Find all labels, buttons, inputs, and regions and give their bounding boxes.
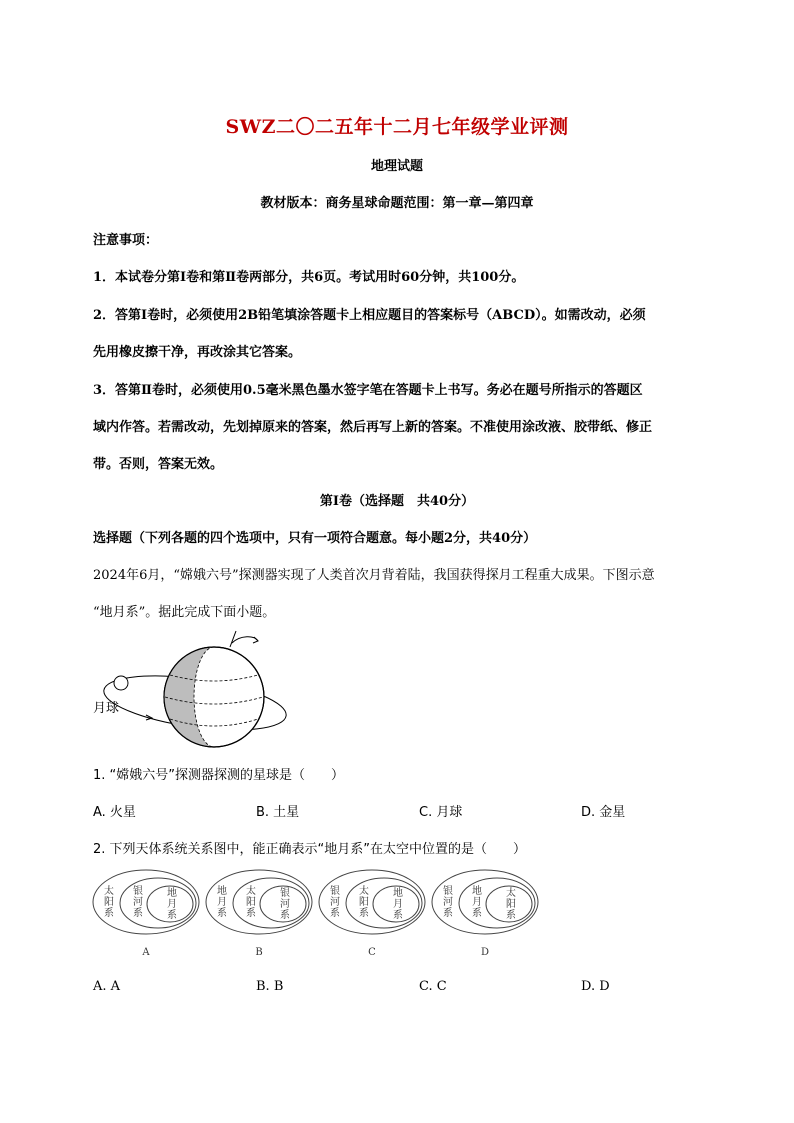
outer-label: 银河系 [443, 886, 453, 919]
earth-axis [230, 631, 236, 647]
q1-option-d[interactable]: D. 金星 [581, 805, 626, 820]
inner-label: 银河系 [280, 888, 290, 921]
exam-title: SWZ二〇二五年十二月七年级学业评测 [225, 116, 569, 138]
earth-moon-figure [90, 625, 300, 755]
q1-stem: 1. “嫦娥六号”探测器探测的星球是（ ） [93, 768, 345, 783]
middle-label: 太阳系 [359, 886, 369, 919]
q2-option-c[interactable]: C. C [419, 979, 447, 994]
middle-ellipse [120, 878, 196, 928]
outer-label: 太阳系 [104, 886, 114, 919]
outer-label: 银河系 [330, 886, 340, 919]
diagram-b [206, 870, 312, 958]
diagram-caption: D [480, 947, 490, 958]
section-heading: 第Ⅰ卷（选择题 共40分） [319, 494, 475, 509]
celestial-system-diagrams [90, 868, 550, 963]
note-1: 1．本试卷分第Ⅰ卷和第Ⅱ卷两部分，共6页。考试用时60分钟，共100分。 [93, 270, 525, 285]
diagram-a [93, 870, 199, 958]
section-instruction: 选择题（下列各题的四个选项中，只有一项符合题意。每小题2分，共40分） [93, 531, 537, 546]
q1-option-b[interactable]: B. 土星 [256, 805, 300, 820]
note-2b: 先用橡皮擦干净，再改涂其它答案。 [93, 345, 302, 360]
inner-label: 太阳系 [506, 888, 516, 921]
moon-body [114, 676, 128, 690]
middle-label: 太阳系 [246, 886, 256, 919]
diagram-c [319, 870, 425, 958]
notes-heading: 注意事项： [93, 233, 159, 248]
passage-line-2: “地月系”。据此完成下面小题。 [93, 605, 276, 620]
q2-option-d[interactable]: D. D [581, 979, 610, 994]
note-3c: 带。否则，答案无效。 [93, 457, 224, 472]
middle-ellipse [346, 878, 422, 928]
middle-ellipse [459, 878, 535, 928]
diagram-caption: B [255, 947, 263, 958]
diagram-caption: C [368, 947, 376, 958]
inner-label: 地月系 [393, 888, 403, 921]
middle-ellipse [233, 878, 309, 928]
diagram-d [432, 870, 538, 958]
note-3a: 3．答第Ⅱ卷时，必须使用0.5毫米黑色墨水签字笔在答题卡上书写。务必在题号所指示的答题区 [93, 383, 643, 398]
exam-subtitle: 地理试题 [370, 159, 423, 174]
moon-label: 月球 [93, 701, 120, 716]
diagram-caption: A [142, 947, 150, 958]
q2-option-b[interactable]: B. B [256, 979, 284, 994]
inner-label: 地月系 [167, 888, 177, 921]
middle-label: 地月系 [472, 886, 482, 919]
q2-stem: 2. 下列天体系统关系图中，能正确表示“地月系”在太空中位置的是（ ） [93, 842, 527, 857]
q1-option-c[interactable]: C. 月球 [419, 805, 463, 820]
q2-option-a[interactable]: A. A [93, 979, 121, 994]
textbook-scope: 教材版本：商务星球命题范围：第一章—第四章 [260, 196, 534, 211]
q1-option-a[interactable]: A. 火星 [93, 805, 136, 820]
note-2a: 2．答第Ⅰ卷时，必须使用2B铅笔填涂答题卡上相应题目的答案标号（ABCD）。如需改动，必须 [93, 308, 646, 323]
middle-label: 银河系 [133, 886, 143, 919]
note-3b: 域内作答。若需改动，先划掉原来的答案，然后再写上新的答案。不准使用涂改液、胶带纸、修正 [93, 420, 653, 435]
outer-label: 地月系 [217, 886, 227, 919]
passage-line-1: 2024年6月，“嫦娥六号”探测器实现了人类首次月背着陆，我国获得探月工程重大成果。下图示意 [93, 568, 655, 583]
